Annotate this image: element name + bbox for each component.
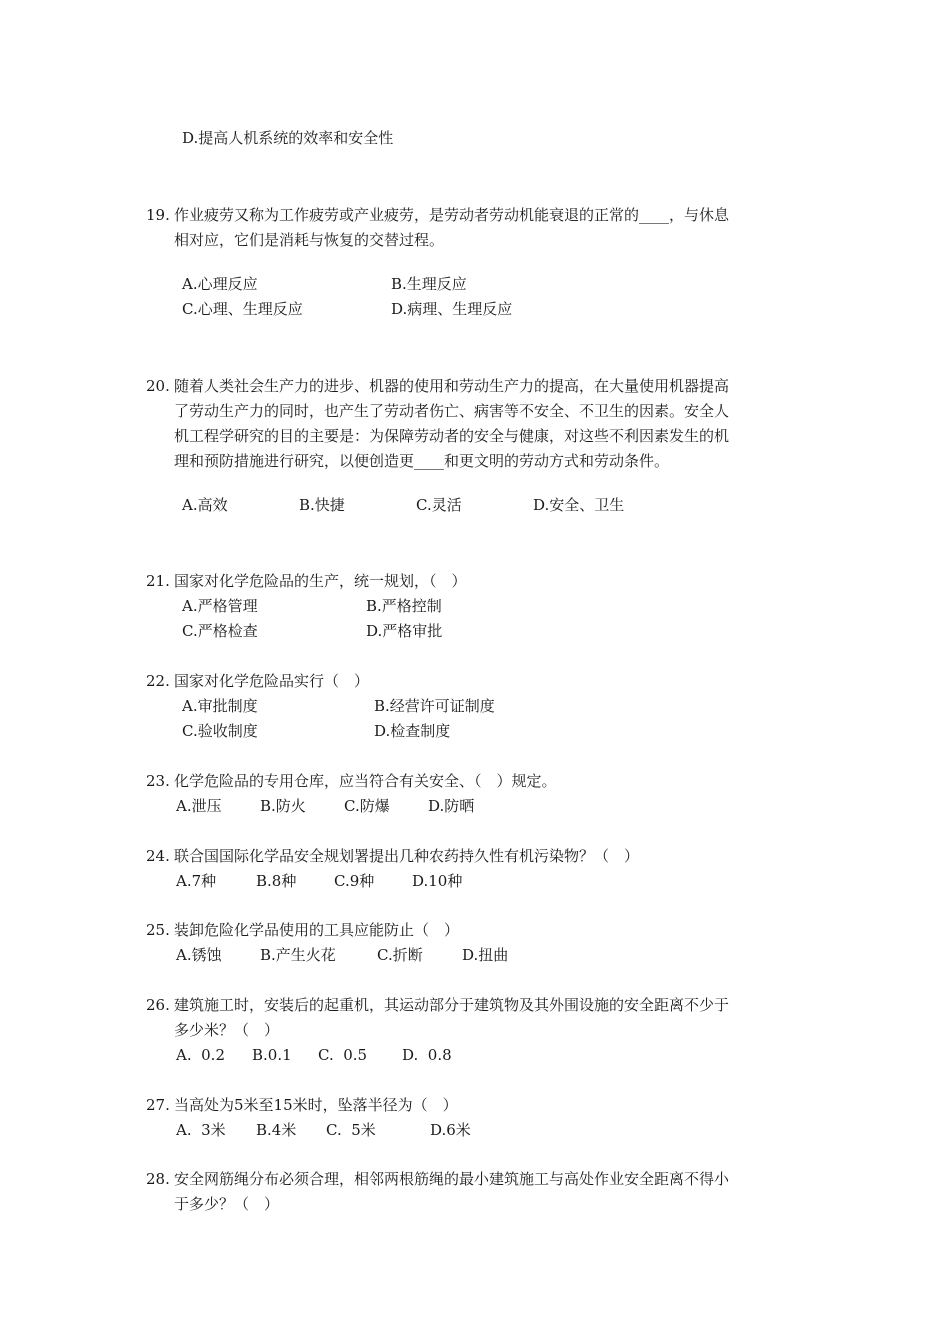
option-c: C.折断 <box>377 946 423 964</box>
previous-option-d: D.提高人机系统的效率和安全性 <box>182 129 394 147</box>
question-text: 当高处为5米至15米时，坠落半径为（ ） <box>174 1096 458 1114</box>
question-text: 作业疲劳又称为工作疲劳或产业疲劳，是劳动者劳动机能衰退的正常的____，与休息 <box>174 206 730 224</box>
option-c: C.严格检查 <box>182 622 258 640</box>
question-number: 26. <box>146 996 170 1014</box>
option-a: A.心理反应 <box>182 275 258 293</box>
option-b: B.生理反应 <box>391 275 467 293</box>
option-a: A.高效 <box>182 496 228 514</box>
question-number: 21. <box>146 572 170 590</box>
question-text: 随着人类社会生产力的进步、机器的使用和劳动生产力的提高，在大量使用机器提高 <box>174 377 730 395</box>
question-text: 国家对化学危险品实行（ ） <box>174 672 370 690</box>
option-d: D. 0.8 <box>402 1046 452 1064</box>
question-number: 20. <box>146 377 170 395</box>
question-text: 相对应，它们是消耗与恢复的交替过程。 <box>174 231 445 249</box>
question-text: 联合国国际化学品安全规划署提出几种农药持久性有机污染物？（ ） <box>174 847 640 865</box>
option-b: B.经营许可证制度 <box>374 697 495 715</box>
question-number: 27. <box>146 1096 170 1114</box>
question-text: 装卸危险化学品使用的工具应能防止（ ） <box>174 921 460 939</box>
option-b: B.产生火花 <box>260 946 336 964</box>
question-number: 19. <box>146 206 170 224</box>
option-a: A.锈蚀 <box>176 946 222 964</box>
question-text: 理和预防措施进行研究，以便创造更____和更文明的劳动方式和劳动条件。 <box>174 452 670 470</box>
option-d: D.检查制度 <box>374 722 451 740</box>
option-b: B.防火 <box>260 797 306 815</box>
option-a: A.审批制度 <box>182 697 258 715</box>
option-a: A.严格管理 <box>182 597 258 615</box>
option-b: B.严格控制 <box>366 597 442 615</box>
option-a: A. 0.2 <box>176 1046 225 1064</box>
option-d: D.6米 <box>430 1121 471 1139</box>
question-number: 23. <box>146 772 170 790</box>
question-text: 建筑施工时，安装后的起重机，其运动部分于建筑物及其外围设施的安全距离不少于 <box>174 996 730 1014</box>
question-text: 多少米？（ ） <box>174 1021 280 1039</box>
option-c: C. 5米 <box>326 1121 376 1139</box>
option-b: B.0.1 <box>252 1046 292 1064</box>
option-b: B.快捷 <box>299 496 345 514</box>
option-d: D.10种 <box>412 872 463 890</box>
option-c: C.灵活 <box>416 496 462 514</box>
option-d: D.严格审批 <box>366 622 443 640</box>
option-c: C.心理、生理反应 <box>182 300 303 318</box>
option-c: C.验收制度 <box>182 722 258 740</box>
option-d: D.扭曲 <box>462 946 509 964</box>
option-d: D.安全、卫生 <box>533 496 625 514</box>
question-text: 机工程学研究的目的主要是：为保障劳动者的安全与健康，对这些不利因素发生的机 <box>174 427 730 445</box>
option-c: C. 0.5 <box>318 1046 368 1064</box>
question-text: 化学危险品的专用仓库，应当符合有关安全、（ ）规定。 <box>174 772 557 790</box>
question-text: 国家对化学危险品的生产，统一规划，（ ） <box>174 572 467 590</box>
question-text: 了劳动生产力的同时，也产生了劳动者伤亡、病害等不安全、不卫生的因素。安全人 <box>174 402 730 420</box>
option-a: A.7种 <box>176 872 217 890</box>
question-number: 25. <box>146 921 170 939</box>
option-b: B.4米 <box>256 1121 297 1139</box>
question-text: 于多少？（ ） <box>174 1195 280 1213</box>
option-a: A. 3米 <box>176 1121 226 1139</box>
option-d: D.病理、生理反应 <box>391 300 513 318</box>
option-d: D.防晒 <box>428 797 475 815</box>
option-b: B.8种 <box>256 872 297 890</box>
question-text: 安全网筋绳分布必须合理，相邻两根筋绳的最小建筑施工与高处作业安全距离不得小 <box>174 1170 730 1188</box>
option-a: A.泄压 <box>176 797 222 815</box>
question-number: 22. <box>146 672 170 690</box>
question-number: 28. <box>146 1170 170 1188</box>
question-number: 24. <box>146 847 170 865</box>
option-c: C.9种 <box>334 872 375 890</box>
option-c: C.防爆 <box>344 797 390 815</box>
